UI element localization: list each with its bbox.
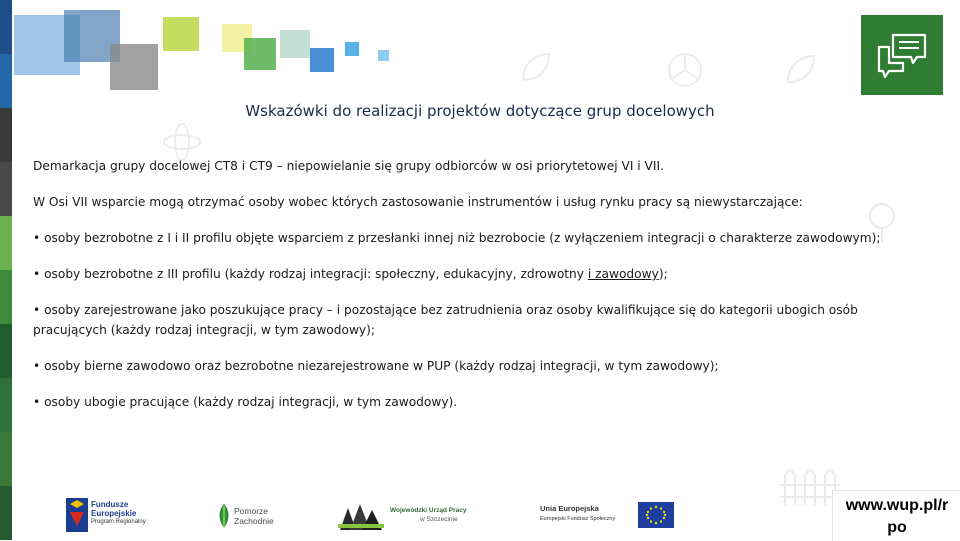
strip-segment: [0, 324, 12, 378]
fe-logo: [66, 498, 166, 534]
leaf-icon: [515, 48, 555, 88]
strip-segment: [0, 216, 12, 270]
deco-square: [163, 17, 199, 51]
deco-square: [280, 30, 310, 58]
fe-logo-text: Fundusze: [91, 500, 129, 509]
eu-logo-text: Unia Europejska: [540, 504, 599, 513]
fe-logo-text: Europejskie: [91, 509, 137, 518]
bullet-item: • osoby bezrobotne z I i II profilu objęte wsparciem z przesłanki innej niż bezrobocie (z wyłączeniem integracji o charakterze zawodowym);: [33, 231, 881, 245]
wup-logo-icon: [338, 500, 384, 532]
strip-segment: [0, 0, 12, 54]
wup-logo: [338, 498, 478, 534]
eu-flag-icon: [638, 502, 674, 528]
bullet-text: • osoby bezrobotne z III profilu (każdy rodzaj integracji: społeczny, edukacyjny, zdrowotny: [33, 267, 588, 281]
pomorze-logo-text: Pomorze: [234, 506, 269, 516]
eu-logo-text: Europejski Fundusz Społeczny: [540, 516, 616, 522]
bullet-text-underlined: i zawodowy: [587, 267, 659, 281]
bullet-item: • osoby bierne zawodowo oraz bezrobotne niezarejestrowane w PUP (każdy rodzaj integracji, w tym zawodowy);: [33, 359, 719, 373]
pomorze-logo: [216, 500, 286, 534]
deco-square: [310, 48, 334, 72]
side-color-strip: [0, 0, 12, 540]
bullet-item: • osoby ubogie pracujące (każdy rodzaj integracji, w tym zawodowy).: [33, 395, 458, 409]
paragraph: W Osi VII wsparcie mogą otrzymać osoby wobec których zastosowanie instrumentów i usług rynku pracy są niewystarczające:: [33, 195, 803, 209]
leaf-icon: [780, 50, 820, 90]
website-url[interactable]: [832, 490, 960, 541]
chat-icon: [861, 15, 943, 95]
wup-logo-text: w Szczecinie: [420, 516, 458, 523]
strip-segment: [0, 54, 12, 108]
bullet-text: );: [658, 267, 668, 281]
pomorze-leaf-icon: [216, 502, 232, 530]
deco-square: [244, 38, 276, 70]
strip-segment: [0, 270, 12, 324]
strip-segment: [0, 162, 12, 216]
bullet-item: [33, 264, 909, 284]
chat-tile: [861, 15, 943, 95]
fe-logo-text: Program Regionalny: [91, 519, 146, 525]
slide-body: [33, 156, 909, 428]
deco-square: [345, 42, 359, 56]
pinwheel-icon: [665, 50, 705, 90]
logo-bar: [0, 490, 830, 540]
strip-segment: [0, 378, 12, 432]
deco-square: [378, 50, 389, 61]
slide-title: Wskazówki do realizacji projektów dotyczące grup docelowych: [245, 102, 715, 120]
eu-logo: [540, 498, 676, 534]
wup-logo-text: Wojewódzki Urząd Pracy: [390, 507, 467, 514]
paragraph: Demarkacja grupy docelowej CT8 i CT9 – niepowielanie się grupy odbiorców w osi priorytetowej VI i VII.: [33, 159, 664, 173]
strip-segment: [0, 432, 12, 486]
pomorze-logo-text: Zachodnie: [234, 516, 274, 526]
fe-logo-icon: [66, 498, 88, 532]
url-text: www.wup.pl/r: [845, 497, 949, 514]
deco-square: [110, 44, 158, 90]
url-text: po: [887, 519, 907, 536]
bullet-item: • osoby zarejestrowane jako poszukujące pracy – i pozostające bez zatrudnienia oraz osoby kwalifikujące się do kategorii ubogich osób pracujących (każdy rodzaj integracji, w tym zawodowy);: [33, 303, 858, 337]
